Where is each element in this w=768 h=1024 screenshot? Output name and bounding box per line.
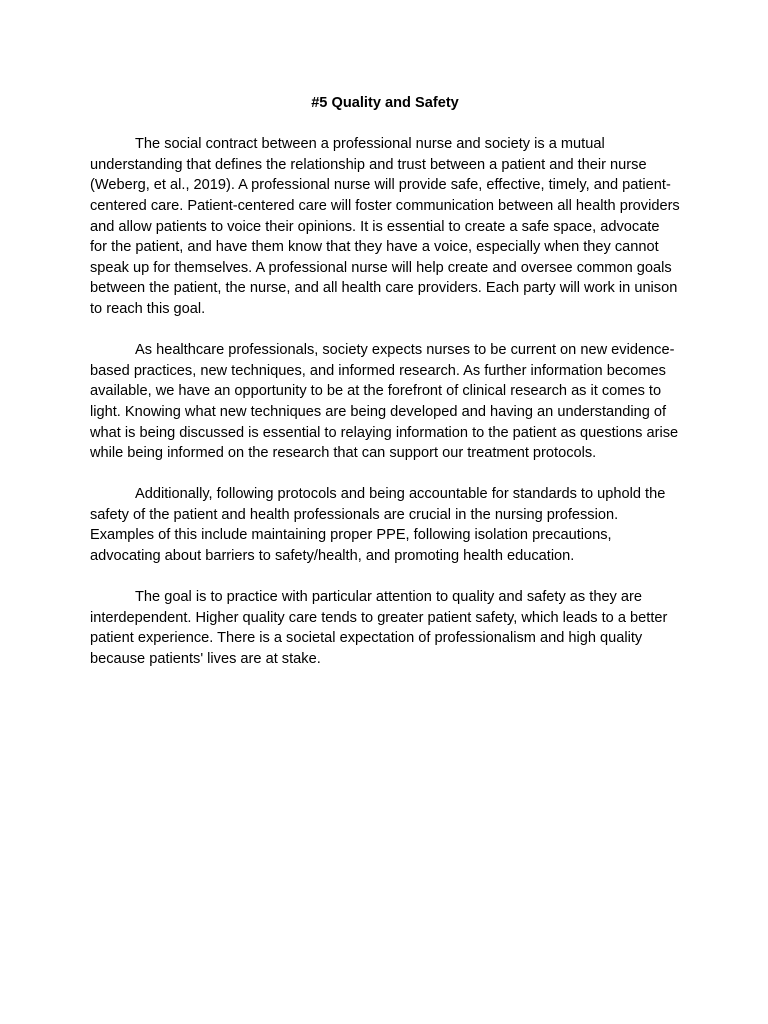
- paragraph-social-contract: The social contract between a professional nurse and society is a mutual understanding that defines the relationship and trust between a patient and their nurse (Weberg, et al., 2019). A professional nurse will provide safe, effective, timely, and patient-centered care. Patient-centered care will foster communication between all health providers and allow patients to voice their opinions. It is essential to create a safe space, advocate for the patient, and have them know that they have a voice, especially when they cannot speak up for themselves. A professional nurse will help create and oversee common goals between the patient, the nurse, and all health care providers. Each party will work in unison to reach this goal.: [90, 136, 680, 317]
- paragraph-quality-safety-goal: The goal is to practice with particular attention to quality and safety as they are interdependent. Higher quality care tends to greater patient safety, which leads to a better patient experience. There is a societal expectation of professionalism and high quality because patients' lives are at stake.: [90, 589, 668, 668]
- document-title: #5 Quality and Safety: [311, 95, 459, 111]
- document-body: [90, 93, 680, 670]
- paragraph-protocols-accountability: Additionally, following protocols and being accountable for standards to uphold the safety of the patient and health professionals are crucial in the nursing profession. Examples of this include maintaining proper PPE, following isolation precautions, advocating about barriers to safety/health, and promoting health education.: [90, 486, 666, 565]
- paragraph-evidence-based-practice: As healthcare professionals, society expects nurses to be current on new evidence-based practices, new techniques, and informed research. As further information becomes available, we have an opportunity to be at the forefront of clinical research as it comes to light. Knowing what new techniques are being developed and having an understanding of what is being discussed is essential to relaying information to the patient as questions arise while being informed on the research that can support our treatment protocols.: [90, 342, 679, 462]
